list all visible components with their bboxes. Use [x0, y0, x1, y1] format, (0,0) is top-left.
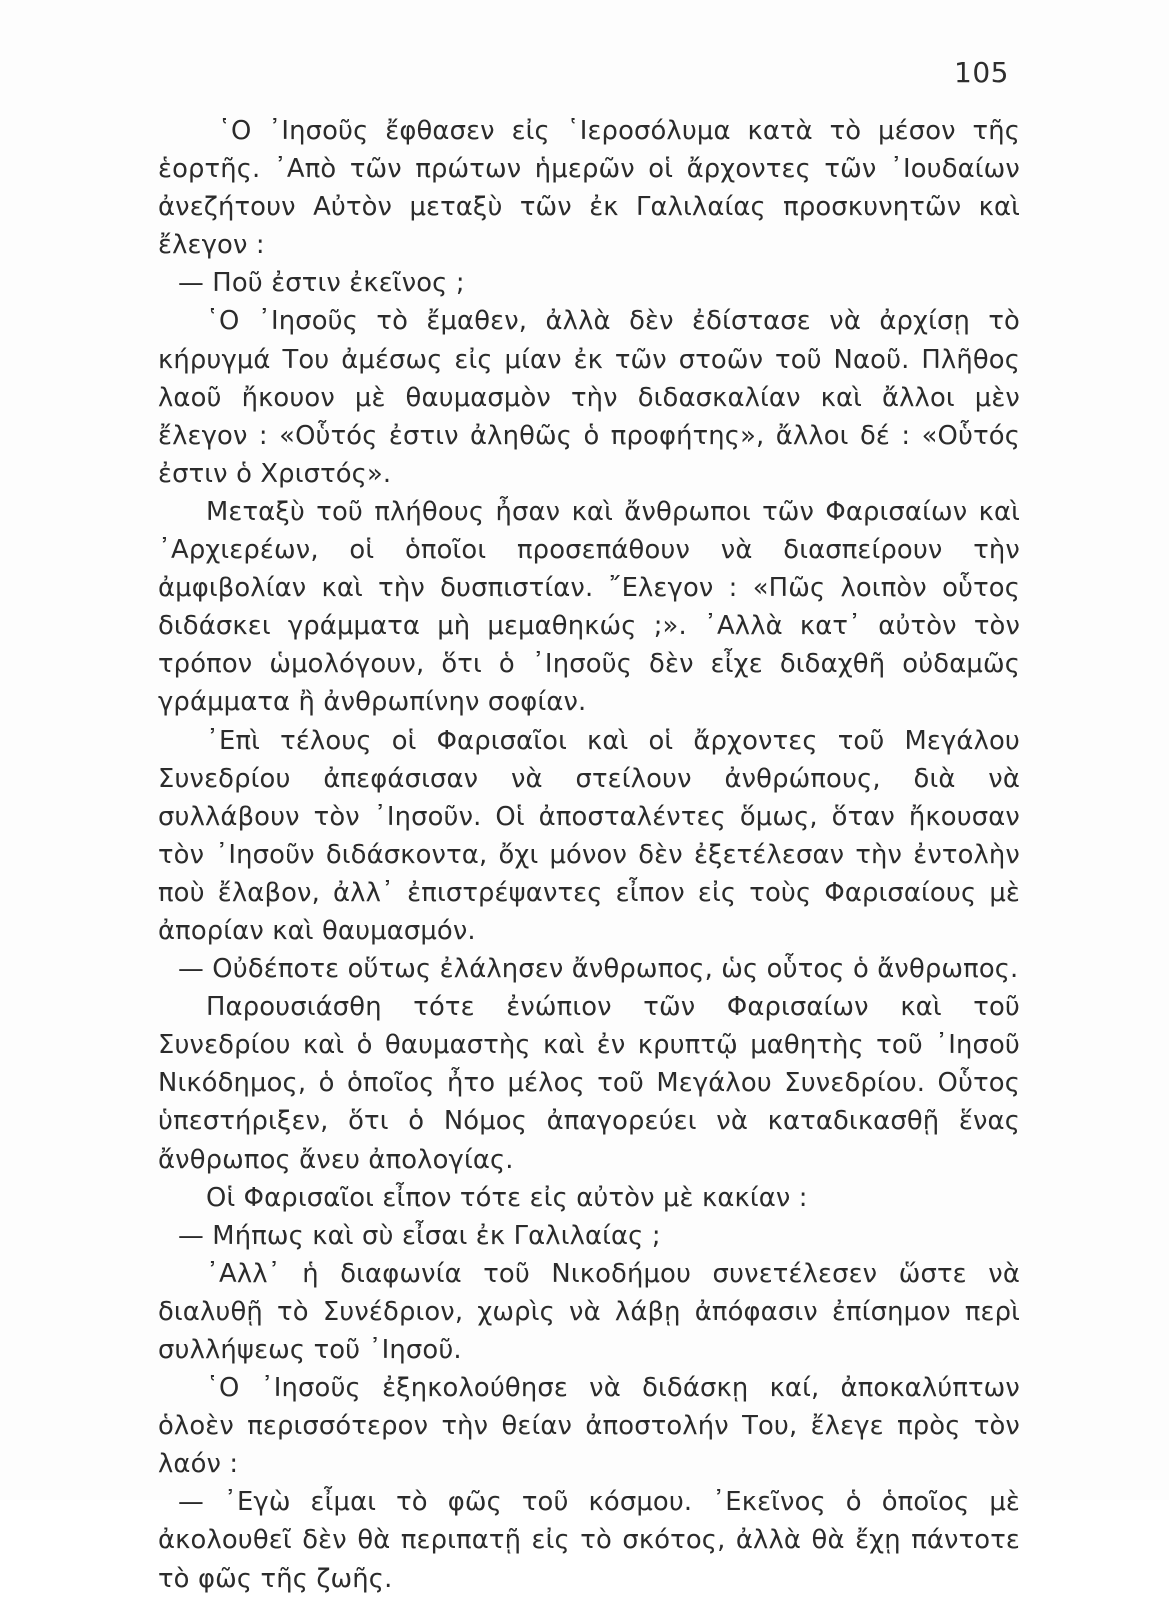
dialogue-light-of-world: — ᾿Εγὼ εἶμαι τὸ φῶς τοῦ κόσμου. ᾿Εκεῖνος ὁ ὁποῖος μὲ ἀκολουθεῖ δὲν θὰ περιπατῇ εἰς τὸ σκότος, ἀλλὰ θὰ ἔχῃ πάντοτε τὸ φῶς τῆς ζωῆς. — [158, 1487, 1020, 1594]
dialogue-where-is-he: — Ποῦ ἐστιν ἐκεῖνος ; — [178, 268, 465, 299]
text-body — [158, 112, 1020, 1598]
paragraph-preaching: ῾Ο ᾿Ιησοῦς τὸ ἔμαθεν, ἀλλὰ δὲν ἐδίστασε νὰ ἀρχίσῃ τὸ κήρυγμά Του ἀμέσως εἰς μίαν ἐκ τῶν στοῶν τοῦ Ναοῦ. Πλῆθος λαοῦ ἤκουον μὲ θαυμασμὸν τὴν διδασκαλίαν καὶ ἄλλοι μὲν ἔλεγον : «Οὗτός ἐστιν ἀληθῶς ὁ προφήτης», ἄλλοι δέ : «Οὗτός ἐστιν ὁ Χριστός». — [158, 306, 1020, 489]
paragraph-pharisees-doubt: Μεταξὺ τοῦ πλήθους ἦσαν καὶ ἄνθρωποι τῶν Φαρισαίων καὶ ᾿Αρχιερέων, οἱ ὁποῖοι προσεπάθουν νὰ διασπείρουν τὴν ἀμφιβολίαν καὶ τὴν δυσπιστίαν. ῎Ελεγον : «Πῶς λοιπὸν οὗτος διδάσκει γράμματα μὴ μεμαθηκώς ;». ᾿Αλλὰ κατ᾿ αὐτὸν τὸν τρόπον ὡμολόγουν, ὅτι ὁ ᾿Ιησοῦς δὲν εἶχε διδαχθῆ οὐδαμῶς γράμματα ἢ ἀνθρωπίνην σοφίαν. — [158, 496, 1020, 718]
paragraph-arrest-attempt: ᾿Επὶ τέλους οἱ Φαρισαῖοι καὶ οἱ ἄρχοντες τοῦ Μεγάλου Συνεδρίου ἀπεφάσισαν νὰ στείλουν ἀνθρώπους, διὰ νὰ συλλάβουν τὸν ᾿Ιησοῦν. Οἱ ἀποσταλέντες ὅμως, ὅταν ἤκουσαν τὸν ᾿Ιησοῦν διδάσκοντα, ὄχι μόνον δὲν ἐξετέλεσαν τὴν ἐντολὴν ποὺ ἔλαβον, ἀλλ᾿ ἐπιστρέψαντες εἶπον εἰς τοὺς Φαρισαίους μὲ ἀπορίαν καὶ θαυμασμόν. — [158, 725, 1020, 946]
page-number: 105 — [954, 56, 1009, 89]
paragraph-arrival: ῾Ο ᾿Ιησοῦς ἔφθασεν εἰς ῾Ιεροσόλυμα κατὰ τὸ μέσον τῆς ἑορτῆς. ᾿Απὸ τῶν πρώτων ἡμερῶν οἱ ἄρχοντες τῶν ᾿Ιουδαίων ἀνεζήτουν Αὐτὸν μεταξὺ τῶν ἐκ Γαλιλαίας προσκυνητῶν καὶ ἔλεγον : — [158, 116, 1020, 261]
dialogue-never-spoke: — Οὐδέποτε οὕτως ἐλάλησεν ἄνθρωπος, ὡς οὗτος ὁ ἄνθρωπος. — [178, 954, 1019, 985]
paragraph-council-dissolved: ᾿Αλλ᾿ ἡ διαφωνία τοῦ Νικοδήμου συνετέλεσεν ὥστε νὰ διαλυθῇ τὸ Συνέδριον, χωρὶς νὰ λάβῃ ἀπόφασιν ἐπίσημον περὶ συλλήψεως τοῦ ᾿Ιησοῦ. — [158, 1258, 1020, 1365]
dialogue-from-galilee: — Μήπως καὶ σὺ εἶσαι ἐκ Γαλιλαίας ; — [178, 1220, 661, 1251]
paragraph-continued-teaching: ῾Ο ᾿Ιησοῦς ἐξηκολούθησε νὰ διδάσκῃ καί, ἀποκαλύπτων ὁλοὲν περισσότερον τὴν θείαν ἀποστολήν Του, ἔλεγε πρὸς τὸν λαόν : — [158, 1373, 1020, 1480]
paragraph-nicodemus: Παρουσιάσθη τότε ἐνώπιον τῶν Φαρισαίων καὶ τοῦ Συνεδρίου καὶ ὁ θαυμαστὴς καὶ ἐν κρυπτῷ μαθητὴς τοῦ ᾿Ιησοῦ Νικόδημος, ὁ ὁποῖος ἦτο μέλος τοῦ Μεγάλου Συνεδρίου. Οὗτος ὑπεστήριξεν, ὅτι ὁ Νόμος ἀπαγορεύει νὰ καταδικασθῇ ἕνας ἄνθρωπος ἄνευ ἀπολογίας. — [158, 992, 1020, 1175]
paragraph-pharisees-reply: Οἱ Φαρισαῖοι εἶπον τότε εἰς αὐτὸν μὲ κακίαν : — [206, 1182, 808, 1213]
